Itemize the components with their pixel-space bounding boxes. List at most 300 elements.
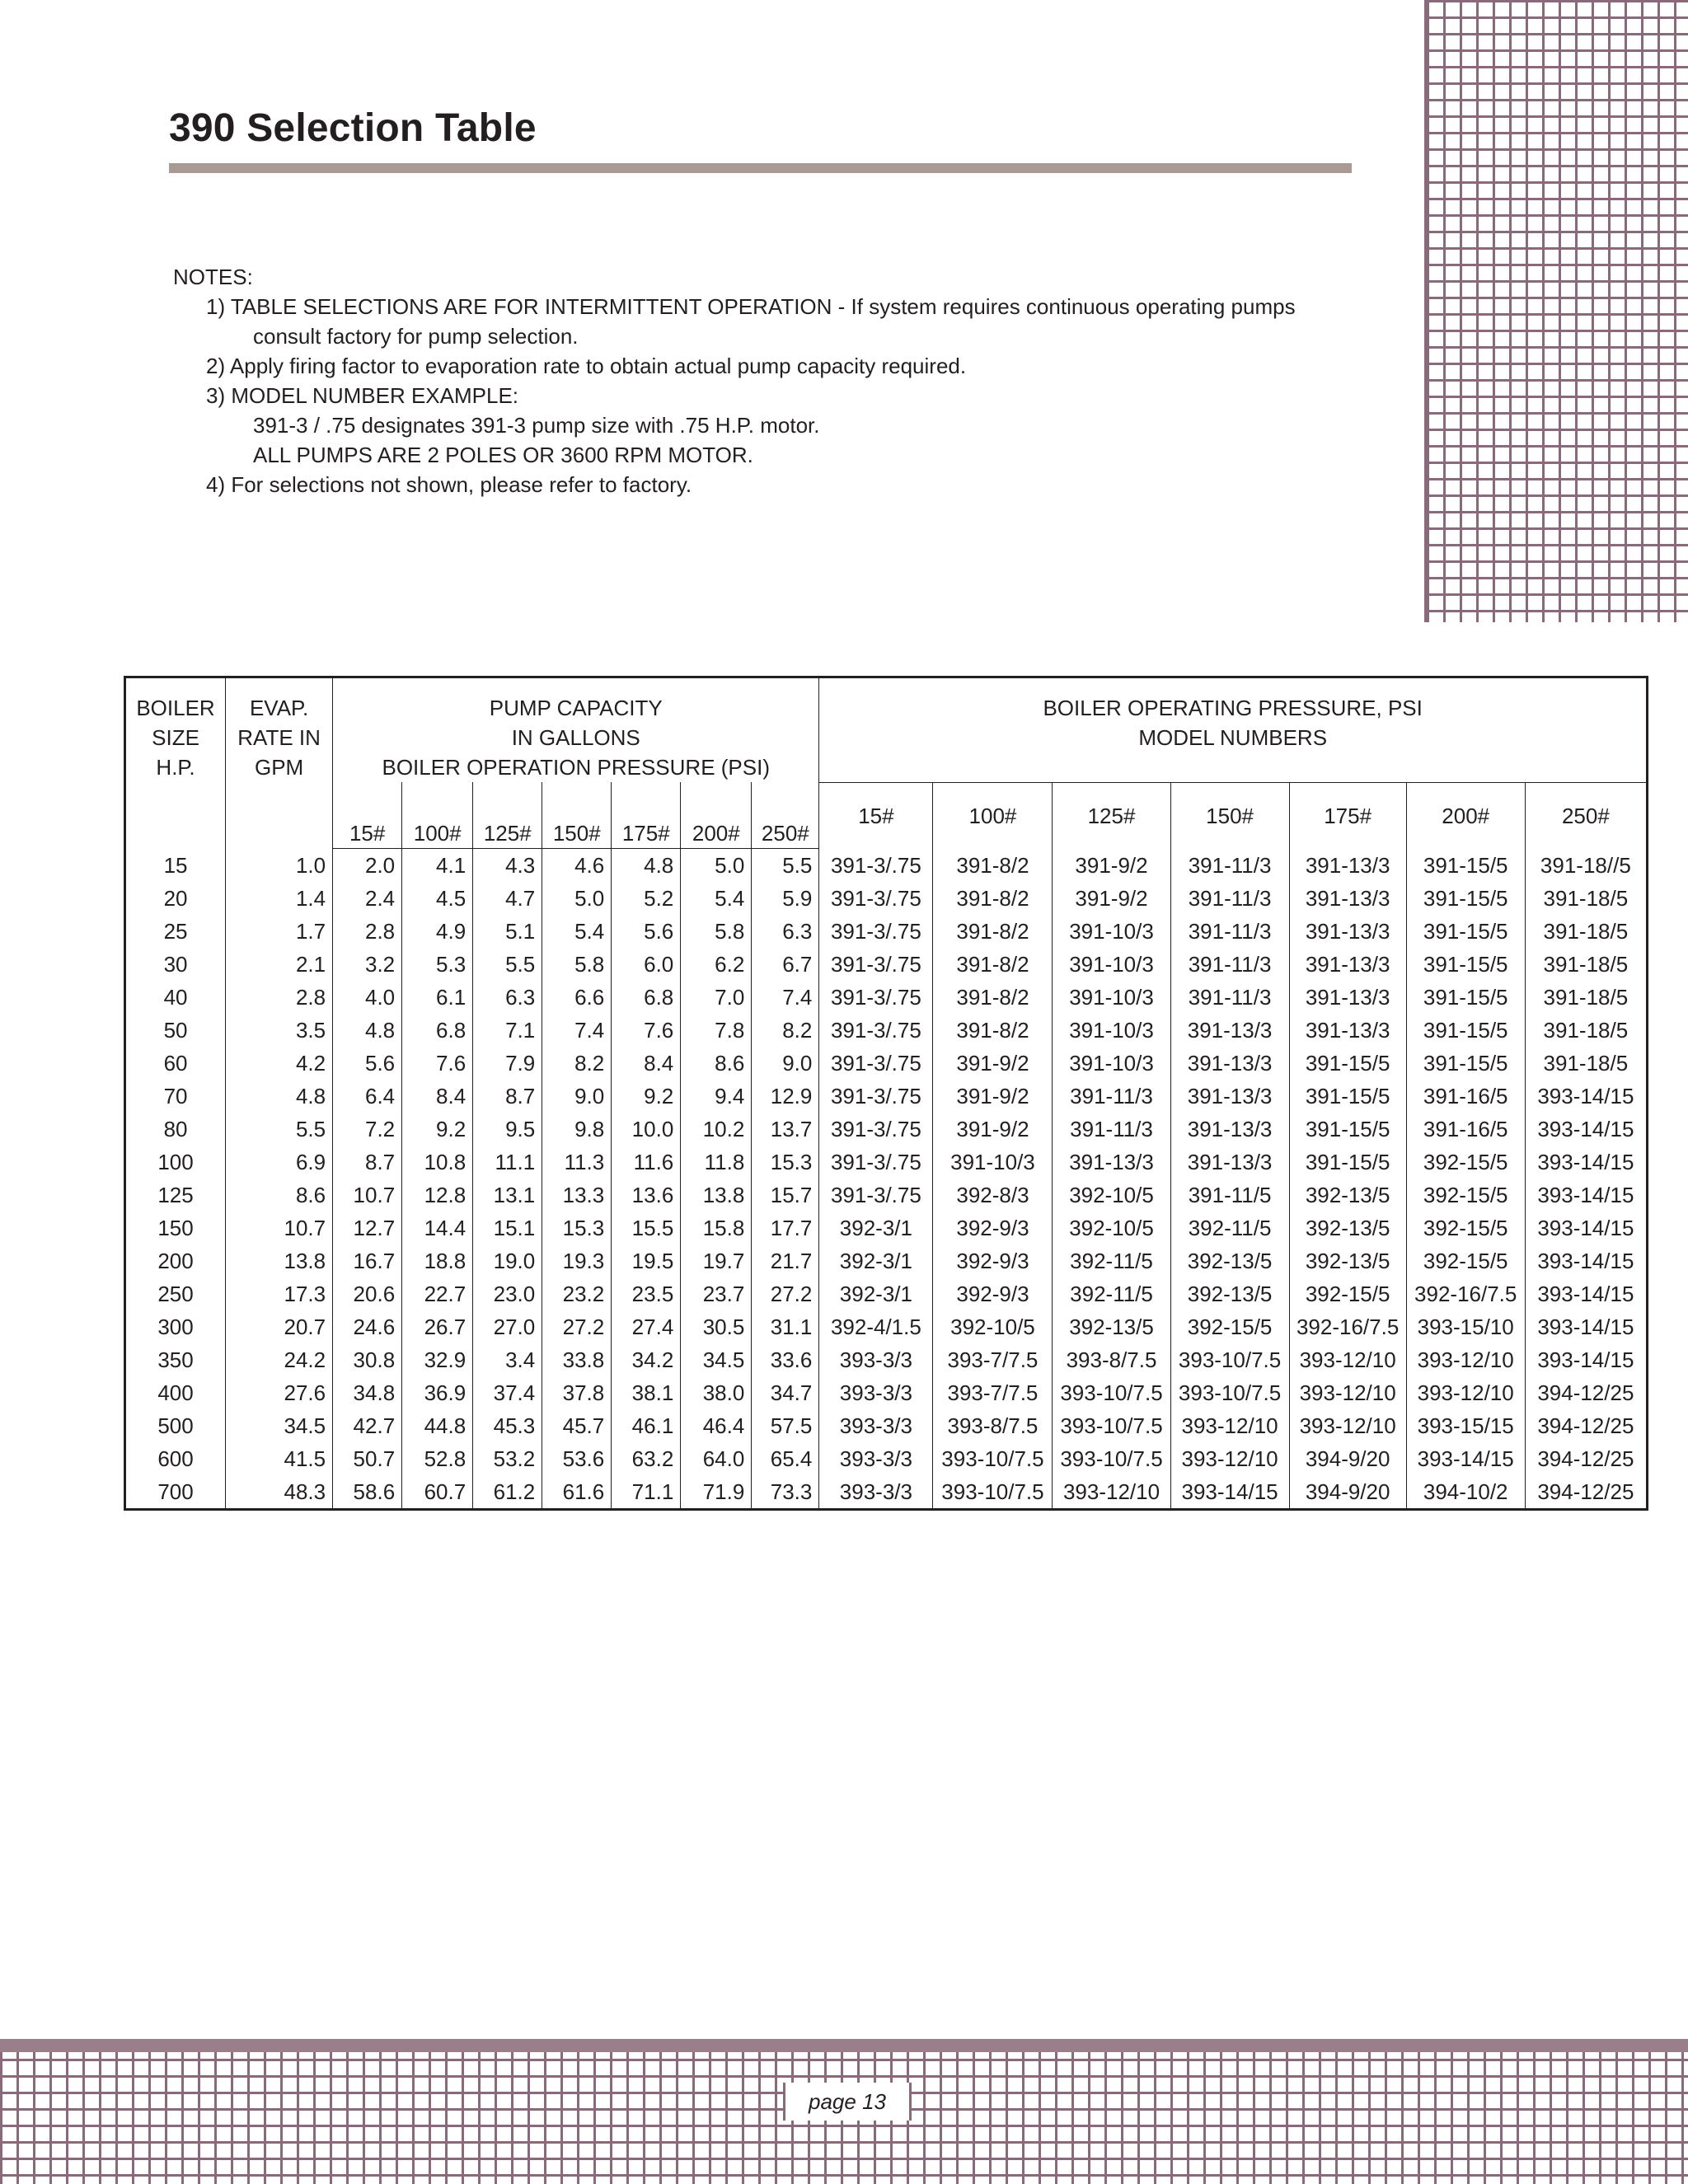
evap-rate-cell: 2.1 [226,948,333,981]
model-number-cell: 392-3/1 [819,1244,933,1277]
capacity-cell: 5.4 [542,915,612,948]
capacity-cell: 18.8 [402,1244,473,1277]
capacity-cell: 5.0 [681,849,752,883]
capacity-cell: 8.2 [752,1014,819,1047]
model-number-cell: 391-9/2 [1053,882,1170,915]
capacity-cell: 5.6 [333,1047,402,1080]
capacity-cell: 27.0 [473,1310,542,1343]
capacity-cell: 33.8 [542,1343,612,1376]
table-row [125,1244,1648,1277]
capacity-cell: 11.6 [612,1146,681,1179]
table-row [125,1212,1648,1244]
model-number-cell: 393-15/10 [1406,1310,1525,1343]
boiler-hp-cell: 200 [125,1244,226,1277]
capacity-cell: 8.2 [542,1047,612,1080]
capacity-cell: 12.9 [752,1080,819,1113]
table-row [125,1179,1648,1212]
boiler-hp-cell: 20 [125,882,226,915]
model-number-cell: 391-9/2 [1053,849,1170,883]
capacity-cell: 36.9 [402,1376,473,1409]
model-pressure-150: 150# [1170,782,1289,849]
model-number-cell: 392-3/1 [819,1212,933,1244]
model-number-cell: 391-13/3 [1289,849,1406,883]
capacity-pressure-200: 200# [681,782,752,849]
note-2: 2) Apply firing factor to evaporation rate to obtain actual pump capacity required. [206,354,967,378]
model-number-cell: 393-10/7.5 [1053,1409,1170,1442]
model-number-cell: 391-15/5 [1406,915,1525,948]
capacity-cell: 38.1 [612,1376,681,1409]
capacity-cell: 12.8 [402,1179,473,1212]
capacity-cell: 5.9 [752,882,819,915]
model-number-cell: 393-14/15 [1406,1442,1525,1475]
capacity-cell: 61.6 [542,1475,612,1510]
model-number-cell: 393-3/3 [819,1475,933,1510]
capacity-cell: 15.5 [612,1212,681,1244]
capacity-cell: 45.7 [542,1409,612,1442]
table-row [125,1277,1648,1310]
model-number-cell: 394-9/20 [1289,1475,1406,1510]
model-number-cell: 391-15/5 [1406,1014,1525,1047]
capacity-cell: 5.2 [612,882,681,915]
title-rule [169,163,1352,173]
model-number-cell: 391-10/3 [1053,915,1170,948]
boiler-hp-cell: 50 [125,1014,226,1047]
capacity-cell: 31.1 [752,1310,819,1343]
capacity-cell: 5.5 [752,849,819,883]
model-number-cell: 393-14/15 [1525,1113,1647,1146]
model-number-cell: 391-18/5 [1525,948,1647,981]
notes-heading: NOTES: [173,265,253,289]
model-number-cell: 391-11/3 [1053,1113,1170,1146]
model-number-cell: 391-13/3 [1289,1014,1406,1047]
capacity-cell: 2.0 [333,849,402,883]
table-row [125,1080,1648,1113]
capacity-cell: 19.0 [473,1244,542,1277]
model-number-cell: 393-12/10 [1170,1442,1289,1475]
model-number-cell: 393-8/7.5 [1053,1343,1170,1376]
boiler-hp-cell: 150 [125,1212,226,1244]
model-number-cell: 391-8/2 [933,981,1053,1014]
model-number-cell: 391-13/3 [1289,948,1406,981]
model-number-cell: 392-10/5 [933,1310,1053,1343]
capacity-cell: 7.6 [612,1014,681,1047]
model-number-cell: 394-9/20 [1289,1442,1406,1475]
capacity-cell: 27.2 [542,1310,612,1343]
model-number-cell: 391-13/3 [1289,882,1406,915]
model-number-cell: 391-13/3 [1170,1146,1289,1179]
capacity-cell: 5.3 [402,948,473,981]
capacity-cell: 34.2 [612,1343,681,1376]
capacity-cell: 13.6 [612,1179,681,1212]
evap-rate-cell: 6.9 [226,1146,333,1179]
capacity-cell: 15.3 [752,1146,819,1179]
model-number-cell: 391-18/5 [1525,1014,1647,1047]
capacity-cell: 7.4 [542,1014,612,1047]
model-number-cell: 392-13/5 [1170,1277,1289,1310]
capacity-cell: 65.4 [752,1442,819,1475]
boiler-hp-cell: 60 [125,1047,226,1080]
model-number-cell: 393-3/3 [819,1442,933,1475]
capacity-cell: 46.4 [681,1409,752,1442]
capacity-cell: 21.7 [752,1244,819,1277]
model-number-cell: 393-14/15 [1525,1179,1647,1212]
capacity-cell: 23.7 [681,1277,752,1310]
model-number-cell: 391-11/3 [1170,981,1289,1014]
model-number-cell: 391-3/.75 [819,948,933,981]
boiler-hp-cell: 400 [125,1376,226,1409]
table-row [125,915,1648,948]
table-row [125,1014,1648,1047]
model-number-cell: 392-10/5 [1053,1179,1170,1212]
model-pressure-175: 175# [1289,782,1406,849]
capacity-cell: 11.3 [542,1146,612,1179]
capacity-cell: 16.7 [333,1244,402,1277]
model-number-cell: 391-16/5 [1406,1080,1525,1113]
selection-table [124,676,1648,1511]
capacity-cell: 5.1 [473,915,542,948]
evap-rate-cell: 27.6 [226,1376,333,1409]
capacity-cell: 5.8 [681,915,752,948]
capacity-pressure-250: 250# [752,782,819,849]
evap-rate-cell: 10.7 [226,1212,333,1244]
capacity-cell: 15.1 [473,1212,542,1244]
capacity-cell: 22.7 [402,1277,473,1310]
evap-rate-cell: 41.5 [226,1442,333,1475]
capacity-cell: 8.7 [333,1146,402,1179]
capacity-cell: 2.4 [333,882,402,915]
model-number-cell: 393-14/15 [1170,1475,1289,1510]
capacity-cell: 4.1 [402,849,473,883]
capacity-cell: 7.9 [473,1047,542,1080]
boiler-hp-cell: 300 [125,1310,226,1343]
capacity-cell: 9.4 [681,1080,752,1113]
model-number-cell: 393-10/7.5 [933,1475,1053,1510]
capacity-cell: 8.7 [473,1080,542,1113]
boiler-size-header: BOILER SIZE H.P. [125,677,226,849]
capacity-cell: 4.8 [333,1014,402,1047]
table-row [125,1442,1648,1475]
evap-rate-cell: 48.3 [226,1475,333,1510]
capacity-cell: 63.2 [612,1442,681,1475]
capacity-cell: 9.5 [473,1113,542,1146]
model-number-cell: 392-16/7.5 [1406,1277,1525,1310]
capacity-cell: 7.8 [681,1014,752,1047]
capacity-cell: 30.8 [333,1343,402,1376]
capacity-cell: 37.8 [542,1376,612,1409]
model-number-cell: 392-15/5 [1289,1277,1406,1310]
capacity-cell: 19.3 [542,1244,612,1277]
model-number-cell: 393-10/7.5 [1053,1442,1170,1475]
capacity-cell: 4.0 [333,981,402,1014]
capacity-cell: 15.8 [681,1212,752,1244]
model-number-cell: 391-15/5 [1406,981,1525,1014]
capacity-cell: 30.5 [681,1310,752,1343]
table-row [125,882,1648,915]
boiler-hp-cell: 125 [125,1179,226,1212]
capacity-cell: 7.0 [681,981,752,1014]
capacity-cell: 73.3 [752,1475,819,1510]
model-number-cell: 393-7/7.5 [933,1343,1053,1376]
capacity-pressure-100: 100# [402,782,473,849]
capacity-cell: 33.6 [752,1343,819,1376]
model-number-cell: 391-8/2 [933,882,1053,915]
decorative-grid-band [0,2039,1688,2052]
capacity-cell: 13.3 [542,1179,612,1212]
model-number-cell: 391-11/3 [1170,849,1289,883]
capacity-cell: 6.3 [752,915,819,948]
model-number-cell: 391-13/3 [1289,915,1406,948]
decorative-grid-top-right [1424,0,1688,622]
model-number-cell: 391-18/5 [1525,1047,1647,1080]
model-number-cell: 391-13/3 [1170,1047,1289,1080]
capacity-cell: 4.5 [402,882,473,915]
model-pressure-100: 100# [933,782,1053,849]
model-number-cell: 392-11/5 [1053,1277,1170,1310]
capacity-cell: 38.0 [681,1376,752,1409]
capacity-pressure-125: 125# [473,782,542,849]
capacity-cell: 26.7 [402,1310,473,1343]
capacity-cell: 11.8 [681,1146,752,1179]
model-number-cell: 392-9/3 [933,1244,1053,1277]
model-number-cell: 391-3/.75 [819,915,933,948]
capacity-cell: 60.7 [402,1475,473,1510]
model-number-cell: 393-12/10 [1289,1343,1406,1376]
model-number-cell: 393-14/15 [1525,1343,1647,1376]
boiler-hp-cell: 350 [125,1343,226,1376]
model-number-cell: 391-15/5 [1289,1080,1406,1113]
capacity-cell: 12.7 [333,1212,402,1244]
boiler-hp-cell: 500 [125,1409,226,1442]
capacity-cell: 6.4 [333,1080,402,1113]
model-number-cell: 391-15/5 [1406,849,1525,883]
model-number-cell: 393-12/10 [1289,1409,1406,1442]
capacity-cell: 13.1 [473,1179,542,1212]
capacity-cell: 61.2 [473,1475,542,1510]
capacity-cell: 9.0 [542,1080,612,1113]
table-row [125,1376,1648,1409]
evap-rate-cell: 13.8 [226,1244,333,1277]
capacity-cell: 71.9 [681,1475,752,1510]
model-number-cell: 392-3/1 [819,1277,933,1310]
capacity-cell: 14.4 [402,1212,473,1244]
model-number-cell: 391-3/.75 [819,1113,933,1146]
boiler-hp-cell: 250 [125,1277,226,1310]
capacity-cell: 71.1 [612,1475,681,1510]
boiler-hp-cell: 25 [125,915,226,948]
capacity-cell: 9.0 [752,1047,819,1080]
model-number-cell: 391-11/3 [1170,882,1289,915]
model-number-cell: 392-11/5 [1053,1244,1170,1277]
capacity-cell: 6.8 [612,981,681,1014]
capacity-cell: 7.6 [402,1047,473,1080]
capacity-pressure-175: 175# [612,782,681,849]
boiler-hp-cell: 70 [125,1080,226,1113]
model-number-cell: 392-9/3 [933,1277,1053,1310]
capacity-cell: 13.7 [752,1113,819,1146]
boiler-hp-cell: 40 [125,981,226,1014]
model-number-cell: 394-12/25 [1525,1442,1647,1475]
model-number-cell: 392-15/5 [1406,1244,1525,1277]
model-number-cell: 391-13/3 [1170,1113,1289,1146]
capacity-cell: 24.6 [333,1310,402,1343]
capacity-cell: 23.5 [612,1277,681,1310]
capacity-cell: 6.0 [612,948,681,981]
model-number-cell: 391-11/3 [1170,948,1289,981]
capacity-cell: 34.7 [752,1376,819,1409]
table-row [125,1113,1648,1146]
capacity-cell: 5.4 [681,882,752,915]
evap-rate-cell: 3.5 [226,1014,333,1047]
capacity-cell: 9.8 [542,1113,612,1146]
capacity-cell: 27.2 [752,1277,819,1310]
capacity-cell: 37.4 [473,1376,542,1409]
model-number-cell: 394-12/25 [1525,1409,1647,1442]
model-number-cell: 394-12/25 [1525,1376,1647,1409]
model-number-cell: 393-14/15 [1525,1277,1647,1310]
capacity-cell: 4.3 [473,849,542,883]
model-number-cell: 392-11/5 [1170,1212,1289,1244]
model-number-cell: 392-13/5 [1289,1212,1406,1244]
note-3: 3) MODEL NUMBER EXAMPLE: [206,383,519,408]
model-number-cell: 391-15/5 [1406,948,1525,981]
model-number-cell: 391-11/3 [1170,915,1289,948]
model-number-cell: 393-10/7.5 [1053,1376,1170,1409]
table-row [125,1409,1648,1442]
capacity-cell: 4.9 [402,915,473,948]
evap-rate-cell: 4.2 [226,1047,333,1080]
capacity-cell: 10.2 [681,1113,752,1146]
model-number-cell: 391-3/.75 [819,1047,933,1080]
model-number-cell: 393-14/15 [1525,1244,1647,1277]
model-number-cell: 391-9/2 [933,1080,1053,1113]
model-number-cell: 391-18/5 [1525,981,1647,1014]
evap-rate-cell: 20.7 [226,1310,333,1343]
evap-rate-cell: 17.3 [226,1277,333,1310]
model-number-cell: 392-15/5 [1170,1310,1289,1343]
capacity-cell: 23.0 [473,1277,542,1310]
table-row [125,981,1648,1014]
capacity-cell: 4.8 [612,849,681,883]
table-row [125,1343,1648,1376]
model-number-cell: 391-18//5 [1525,849,1647,883]
model-number-cell: 391-11/5 [1170,1179,1289,1212]
evap-rate-cell: 2.8 [226,981,333,1014]
model-number-cell: 392-15/5 [1406,1212,1525,1244]
model-number-cell: 393-3/3 [819,1376,933,1409]
capacity-cell: 57.5 [752,1409,819,1442]
evap-rate-cell: 34.5 [226,1409,333,1442]
operating-pressure-header: BOILER OPERATING PRESSURE, PSI MODEL NUMBERS [819,677,1648,783]
note-1: 1) TABLE SELECTIONS ARE FOR INTERMITTENT OPERATION - If system requires continuous operating pumps [206,294,1296,319]
model-number-cell: 394-10/2 [1406,1475,1525,1510]
evap-rate-cell: 8.6 [226,1179,333,1212]
model-number-cell: 392-10/5 [1053,1212,1170,1244]
capacity-pressure-150: 150# [542,782,612,849]
boiler-hp-cell: 30 [125,948,226,981]
model-number-cell: 392-16/7.5 [1289,1310,1406,1343]
evap-rate-cell: 1.0 [226,849,333,883]
model-number-cell: 391-13/3 [1289,981,1406,1014]
model-number-cell: 392-13/5 [1289,1244,1406,1277]
model-number-cell: 391-3/.75 [819,1014,933,1047]
model-number-cell: 391-13/3 [1170,1080,1289,1113]
model-pressure-250: 250# [1525,782,1647,849]
capacity-cell: 15.7 [752,1179,819,1212]
model-number-cell: 391-3/.75 [819,981,933,1014]
model-number-cell: 393-15/15 [1406,1409,1525,1442]
capacity-cell: 6.1 [402,981,473,1014]
capacity-cell: 7.1 [473,1014,542,1047]
model-number-cell: 393-12/10 [1170,1409,1289,1442]
capacity-cell: 6.6 [542,981,612,1014]
model-number-cell: 393-14/15 [1525,1212,1647,1244]
evap-rate-cell: 5.5 [226,1113,333,1146]
model-number-cell: 391-11/3 [1053,1080,1170,1113]
model-number-cell: 392-8/3 [933,1179,1053,1212]
model-number-cell: 391-3/.75 [819,1146,933,1179]
capacity-cell: 5.8 [542,948,612,981]
capacity-cell: 6.2 [681,948,752,981]
model-number-cell: 391-3/.75 [819,1080,933,1113]
capacity-pressure-15: 15# [333,782,402,849]
table-row [125,948,1648,981]
capacity-cell: 52.8 [402,1442,473,1475]
model-number-cell: 393-12/10 [1053,1475,1170,1510]
model-number-cell: 391-18/5 [1525,882,1647,915]
model-number-cell: 391-10/3 [1053,948,1170,981]
capacity-cell: 34.8 [333,1376,402,1409]
capacity-cell: 7.2 [333,1113,402,1146]
model-number-cell: 392-9/3 [933,1212,1053,1244]
model-number-cell: 392-13/5 [1289,1179,1406,1212]
model-number-cell: 393-3/3 [819,1409,933,1442]
evap-rate-cell: 1.4 [226,882,333,915]
model-number-cell: 391-10/3 [1053,1014,1170,1047]
model-number-cell: 392-13/5 [1170,1244,1289,1277]
boiler-hp-cell: 600 [125,1442,226,1475]
capacity-cell: 3.4 [473,1343,542,1376]
capacity-cell: 9.2 [402,1113,473,1146]
capacity-cell: 10.8 [402,1146,473,1179]
capacity-cell: 6.8 [402,1014,473,1047]
table-row [125,1047,1648,1080]
table-body [125,849,1648,1510]
capacity-cell: 44.8 [402,1409,473,1442]
model-number-cell: 393-10/7.5 [1170,1343,1289,1376]
note-4: 4) For selections not shown, please refer to factory. [206,472,692,497]
model-number-cell: 391-15/5 [1289,1047,1406,1080]
model-number-cell: 391-15/5 [1289,1146,1406,1179]
boiler-hp-cell: 700 [125,1475,226,1510]
capacity-cell: 42.7 [333,1409,402,1442]
model-number-cell: 391-3/.75 [819,882,933,915]
table-row [125,1146,1648,1179]
model-number-cell: 392-4/1.5 [819,1310,933,1343]
model-number-cell: 391-8/2 [933,1014,1053,1047]
notes-section [173,262,1368,499]
model-number-cell: 391-3/.75 [819,1179,933,1212]
model-number-cell: 391-9/2 [933,1113,1053,1146]
model-number-cell: 391-8/2 [933,948,1053,981]
note-3-motor: ALL PUMPS ARE 2 POLES OR 3600 RPM MOTOR. [253,443,753,467]
capacity-cell: 19.5 [612,1244,681,1277]
capacity-cell: 5.0 [542,882,612,915]
model-number-cell: 393-12/10 [1406,1343,1525,1376]
capacity-cell: 3.2 [333,948,402,981]
boiler-hp-cell: 80 [125,1113,226,1146]
capacity-cell: 10.7 [333,1179,402,1212]
model-number-cell: 393-7/7.5 [933,1376,1053,1409]
